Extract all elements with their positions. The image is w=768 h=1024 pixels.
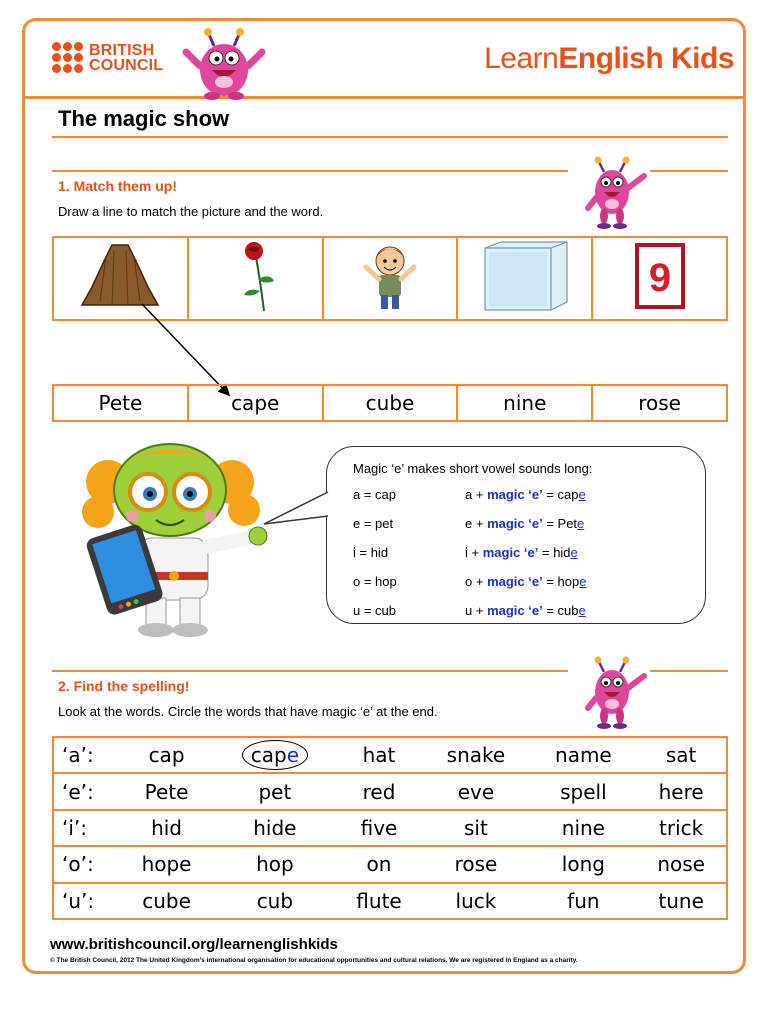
rose-icon	[230, 239, 280, 313]
section1-instruction: Draw a line to match the picture and the word.	[58, 204, 324, 219]
rule-row	[353, 574, 586, 589]
title-rule	[52, 136, 728, 138]
monster-mascot-icon	[180, 26, 268, 100]
number-nine-icon	[633, 241, 687, 311]
product-name-light: Learn	[484, 42, 559, 75]
cube-icon	[477, 238, 573, 314]
word-cell[interactable]: luck	[421, 883, 530, 919]
short-vowel: e = pet	[353, 516, 394, 531]
section2-title: 2. Find the spelling!	[58, 678, 190, 694]
word-cell[interactable]: pet	[213, 773, 337, 809]
long-vowel: e + magic ‘e’ = Pete	[465, 516, 585, 531]
bubble-heading: Magic ‘e’ makes short vowel sounds long:	[353, 461, 593, 476]
picture-cell-rose[interactable]	[188, 237, 323, 320]
rule-row	[353, 487, 586, 502]
word-cell[interactable]: spell	[531, 773, 637, 809]
section1-rule-left	[52, 170, 568, 172]
vowel-label: ‘o’:	[53, 846, 120, 882]
word-cell[interactable]: red	[337, 773, 422, 809]
word-cell[interactable]: Pete	[53, 385, 188, 421]
monster-mascot-small-icon	[580, 654, 650, 734]
speech-bubble	[326, 446, 706, 624]
short-vowel: u = cub	[353, 603, 397, 618]
rule-row	[353, 516, 584, 531]
page-title: The magic show	[58, 106, 230, 131]
vowel-label: ‘i’:	[53, 810, 120, 846]
short-vowel: o = hop	[353, 574, 397, 589]
word-cell[interactable]: hide	[213, 810, 337, 846]
word-cell[interactable]: rose	[421, 846, 530, 882]
word-cell[interactable]: hid	[120, 810, 213, 846]
section1-title: 1. Match them up!	[58, 178, 178, 194]
section2-rule-left	[52, 670, 568, 672]
word-cell[interactable]: eve	[421, 773, 530, 809]
boy-icon	[360, 239, 420, 313]
table-row	[53, 773, 727, 809]
word-cell[interactable]: nine	[457, 385, 592, 421]
word-cell[interactable]: five	[337, 810, 422, 846]
word-cell[interactable]: long	[531, 846, 637, 882]
section2-rule-right	[650, 670, 728, 672]
picture-cell-cape[interactable]	[53, 237, 188, 320]
picture-row	[52, 236, 728, 321]
logo-dots-icon	[52, 42, 83, 73]
word-row	[52, 384, 728, 422]
long-vowel: a + magic ‘e’ = cape	[465, 487, 586, 502]
long-vowel: u + magic ‘e’ = cube	[465, 603, 586, 618]
section1-rule-right	[650, 170, 728, 172]
rule-row	[353, 603, 586, 618]
table-row	[53, 846, 727, 882]
picture-cell-cube[interactable]	[457, 237, 592, 320]
circled-example-word: cape	[242, 740, 308, 770]
footer-copyright: © The British Council, 2012 The United Kingdom’s international organisation for educational opportunities and cultural relations. We are registered in England as a charity.	[50, 957, 578, 964]
british-council-logo	[52, 42, 163, 73]
nine-digit: 9	[648, 256, 671, 300]
footer-url-link[interactable]: www.britishcouncil.org/learnenglishkids	[50, 936, 338, 953]
word-cell[interactable]: sat	[636, 737, 727, 773]
word-cell[interactable]: flute	[337, 883, 422, 919]
word-cell[interactable]: nose	[636, 846, 727, 882]
header-divider	[22, 96, 746, 99]
bubble-tail	[262, 490, 332, 530]
spelling-table	[52, 736, 728, 920]
word-cell[interactable]: cape	[188, 385, 323, 421]
word-cell[interactable]: here	[636, 773, 727, 809]
cape-icon	[78, 241, 162, 311]
brand-line1: BRITISH	[89, 41, 155, 59]
vowel-label: ‘a’:	[53, 737, 120, 773]
table-row	[53, 883, 727, 919]
short-vowel: i = hid	[353, 545, 389, 560]
product-name-bold: English Kids	[558, 42, 734, 75]
rule-row	[353, 545, 578, 560]
monster-mascot-small-icon	[580, 154, 650, 234]
word-cell[interactable]: snake	[421, 737, 530, 773]
long-vowel: o + magic ‘e’ = hope	[465, 574, 587, 589]
word-cell[interactable]: cube	[323, 385, 458, 421]
word-cell[interactable]: cap	[120, 737, 213, 773]
section2-instruction: Look at the words. Circle the words that have magic ‘e’ at the end.	[58, 704, 438, 719]
brand-line2: COUNCIL	[89, 56, 164, 74]
word-cell[interactable]: hop	[213, 846, 337, 882]
word-cell[interactable]: rose	[592, 385, 727, 421]
word-cell[interactable]: cube	[120, 883, 213, 919]
word-cell[interactable]: tune	[636, 883, 727, 919]
table-row	[53, 810, 727, 846]
word-cell[interactable]: trick	[636, 810, 727, 846]
word-cell[interactable]: on	[337, 846, 422, 882]
learnenglish-kids-logo	[484, 42, 734, 76]
word-cell[interactable]: hope	[120, 846, 213, 882]
word-cell[interactable]: Pete	[120, 773, 213, 809]
picture-cell-boy[interactable]	[323, 237, 458, 320]
short-vowel: a = cap	[353, 487, 397, 502]
long-vowel: i + magic ‘e’ = hide	[465, 545, 578, 560]
table-row	[53, 737, 727, 773]
word-cell[interactable]: cub	[213, 883, 337, 919]
word-cell[interactable]: name	[531, 737, 637, 773]
word-cell[interactable]: nine	[531, 810, 637, 846]
word-cell[interactable]: hat	[337, 737, 422, 773]
word-cell[interactable]: sit	[421, 810, 530, 846]
vowel-label: ‘e’:	[53, 773, 120, 809]
alien-girl-tablet-icon	[80, 442, 280, 638]
word-cell[interactable]: fun	[531, 883, 637, 919]
vowel-label: ‘u’:	[53, 883, 120, 919]
picture-cell-nine[interactable]	[592, 237, 727, 320]
word-cell-example[interactable]	[213, 737, 337, 773]
